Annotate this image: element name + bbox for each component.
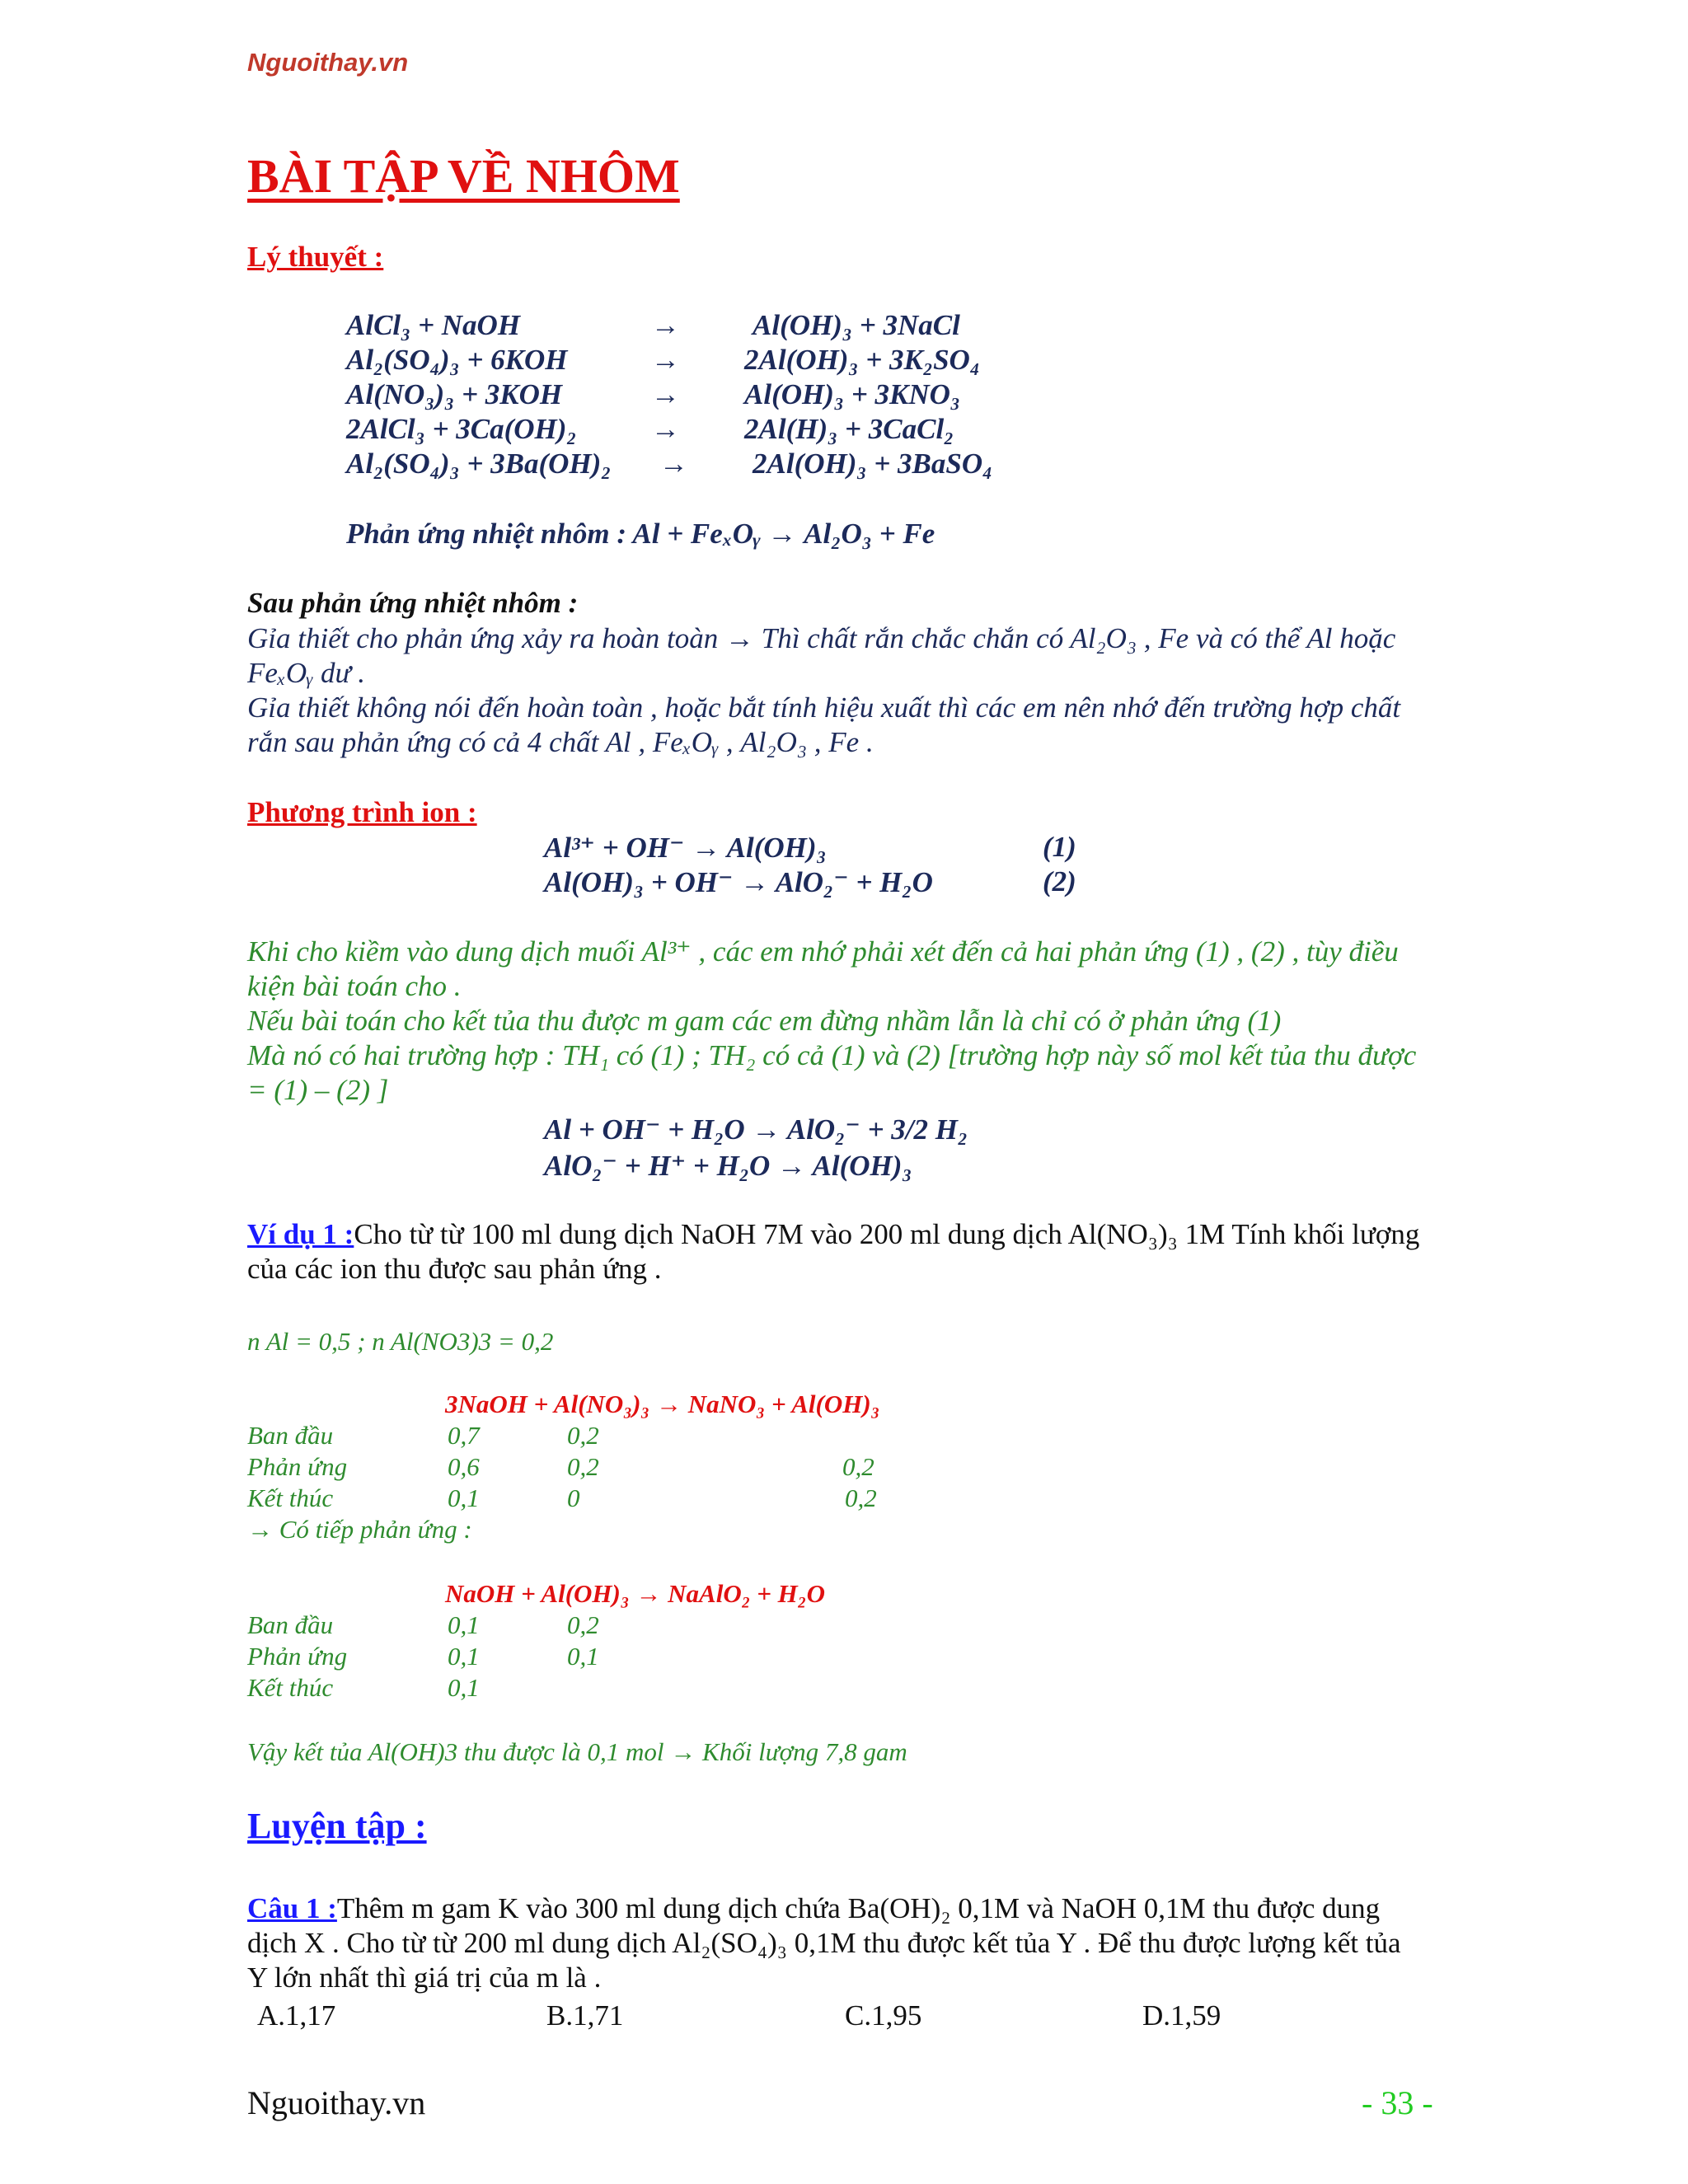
- reaction-left: 2AlCl₃ + 3Ca(OH)₂: [346, 413, 577, 445]
- table-1-row-label: Phản ứng: [247, 1452, 348, 1481]
- table-2-cell: 0,1: [567, 1642, 599, 1671]
- question-1-line-1: [247, 1892, 1380, 1925]
- ionic-equation-2: Al(OH)₃ + OH⁻ → AlO₂⁻ + H₂O: [544, 866, 933, 898]
- reaction-left: Al(NO₃)₃ + 3KOH: [346, 378, 563, 410]
- thermite-reaction: Phản ứng nhiệt nhôm : Al + FeₓOᵧ → Al₂O₃ + Fe: [346, 518, 935, 550]
- after-line: Gỉa thiết không nói đến hoàn toàn , hoặc bắt tính hiệu xuất thì các em nên nhớ đến trường hợp chất: [247, 691, 1401, 724]
- table-2-row-label: Kết thúc: [247, 1673, 334, 1702]
- reaction-right: 2Al(OH)₃ + 3BaSO₄: [753, 448, 993, 480]
- table-1-row-label: Ban đầu: [247, 1421, 334, 1450]
- table-2-row-label: Phản ứng: [247, 1642, 348, 1671]
- theory-heading: Lý thuyết :: [247, 241, 384, 273]
- table-2-row-label: Ban đầu: [247, 1610, 334, 1639]
- footer-brand: Nguoithay.vn: [247, 2084, 426, 2121]
- answer-option-c: C.1,95: [845, 1999, 922, 2032]
- table-1-cell: 0,2: [567, 1452, 599, 1481]
- reaction-right: Al(OH)₃ + 3KNO₃: [744, 378, 961, 410]
- table-2-cell: 0,1: [448, 1642, 480, 1671]
- example-1-moles: n Al = 0,5 ; n Al(NO3)3 = 0,2: [247, 1327, 554, 1356]
- table-1-cell: 0,1: [448, 1483, 480, 1512]
- reaction-left: Al₂(SO₄)₃ + 3Ba(OH)₂: [346, 448, 612, 480]
- question-1-line-3: Y lớn nhất thì giá trị của m là .: [247, 1961, 602, 1994]
- reaction-right: Al(OH)₃ + 3NaCl: [753, 309, 960, 341]
- example-1-label: Ví dụ 1 :: [247, 1218, 354, 1250]
- page-number: - 33 -: [1362, 2084, 1433, 2121]
- reaction-right: 2Al(H)₃ + 3CaCl₂: [744, 413, 954, 445]
- answer-option-b: B.1,71: [546, 1999, 624, 2032]
- question-1-label: Câu 1 :: [247, 1892, 337, 1924]
- reaction-arrow: →: [651, 378, 680, 410]
- reaction-arrow: →: [651, 344, 680, 376]
- table-2-equation: NaOH + Al(OH)₃ → NaAlO₂ + H₂O: [445, 1579, 825, 1608]
- question-1-text: Thêm m gam K vào 300 ml dung dịch chứa Ba(OH)₂ 0,1M và NaOH 0,1M thu được dung: [336, 1892, 1381, 1924]
- table-2-cell: 0,1: [448, 1610, 480, 1639]
- ionic-note: = (1) – (2) ]: [247, 1074, 389, 1106]
- table-2-cell: 0,2: [567, 1610, 599, 1639]
- after-heading: Sau phản ứng nhiệt nhôm :: [247, 587, 579, 619]
- ionic-equation-1: Al³⁺ + OH⁻ → Al(OH)₃: [544, 832, 827, 864]
- ionic-heading: Phương trình ion :: [247, 796, 477, 828]
- table-1-cell: 0,2: [845, 1483, 877, 1512]
- reaction-arrow: →: [659, 448, 688, 480]
- answer-option-d: D.1,59: [1142, 1999, 1221, 2032]
- after-line: FeₓOᵧ dư .: [247, 657, 366, 689]
- page-title: BÀI TẬP VỀ NHÔM: [247, 149, 680, 203]
- reaction-arrow: →: [651, 413, 680, 445]
- after-line: Gỉa thiết cho phản ứng xảy ra hoàn toàn → Thì chất rắn chắc chắn có Al₂O₃ , Fe và có thể Al hoặc: [247, 622, 1396, 654]
- ionic-note: Khi cho kiềm vào dung dịch muối Al³⁺ , các em nhớ phải xét đến cả hai phản ứng (1) , (2) , tùy điều: [247, 935, 1399, 968]
- question-1-line-2: dịch X . Cho từ từ 200 ml dung dịch Al₂(SO₄)₃ 0,1M thu được kết tủa Y . Để thu được lượng kết tủa: [247, 1927, 1401, 1959]
- table-1-continue: → Có tiếp phản ứng :: [247, 1515, 472, 1544]
- example-1-line-2: của các ion thu được sau phản ứng .: [247, 1253, 662, 1285]
- answer-option-a: A.1,17: [257, 1999, 336, 2032]
- ionic-equation-1-number: (1): [1043, 831, 1076, 863]
- table-1-cell: 0,2: [842, 1452, 874, 1481]
- ionic-equation-4: AlO₂⁻ + H⁺ + H₂O → Al(OH)₃: [544, 1150, 912, 1182]
- ionic-equation-2-number: (2): [1043, 865, 1076, 898]
- ionic-note: kiện bài toán cho .: [247, 970, 462, 1002]
- after-line: rắn sau phản ứng có cả 4 chất Al , FeₓOᵧ , Al₂O₃ , Fe .: [247, 726, 874, 758]
- reaction-right: 2Al(OH)₃ + 3K₂SO₄: [744, 344, 981, 376]
- table-1-row-label: Kết thúc: [247, 1483, 334, 1512]
- example-1-text: Cho từ từ 100 ml dung dịch NaOH 7M vào 200 ml dung dịch Al(NO₃)₃ 1M Tính khối lượng: [354, 1218, 1420, 1250]
- ionic-note: Mà nó có hai trường hợp : TH₁ có (1) ; TH₂ có cả (1) và (2) [trường hợp này số mol kết tủa thu được: [247, 1039, 1417, 1071]
- table-1-cell: 0: [567, 1483, 580, 1512]
- reaction-left: Al₂(SO₄)₃ + 6KOH: [346, 344, 568, 376]
- table-1-cell: 0,2: [567, 1421, 599, 1450]
- practice-heading: Luyện tập :: [247, 1806, 427, 1846]
- table-1-cell: 0,6: [448, 1452, 480, 1481]
- table-1-cell: 0,7: [448, 1421, 480, 1450]
- reaction-arrow: →: [651, 309, 680, 341]
- table-2-cell: 0,1: [448, 1673, 480, 1702]
- example-1-conclusion: Vậy kết tủa Al(OH)3 thu được là 0,1 mol → Khối lượng 7,8 gam: [247, 1737, 907, 1766]
- table-1-equation: 3NaOH + Al(NO₃)₃ → NaNO₃ + Al(OH)₃: [445, 1390, 880, 1418]
- reaction-left: AlCl₃ + NaOH: [346, 309, 521, 341]
- example-1-line-1: [247, 1218, 1419, 1251]
- ionic-note: Nếu bài toán cho kết tủa thu được m gam các em đừng nhầm lẫn là chỉ có ở phản ứng (1): [247, 1005, 1282, 1037]
- ionic-equation-3: Al + OH⁻ + H₂O → AlO₂⁻ + 3/2 H₂: [544, 1113, 968, 1146]
- header-brand: Nguoithay.vn: [247, 48, 409, 77]
